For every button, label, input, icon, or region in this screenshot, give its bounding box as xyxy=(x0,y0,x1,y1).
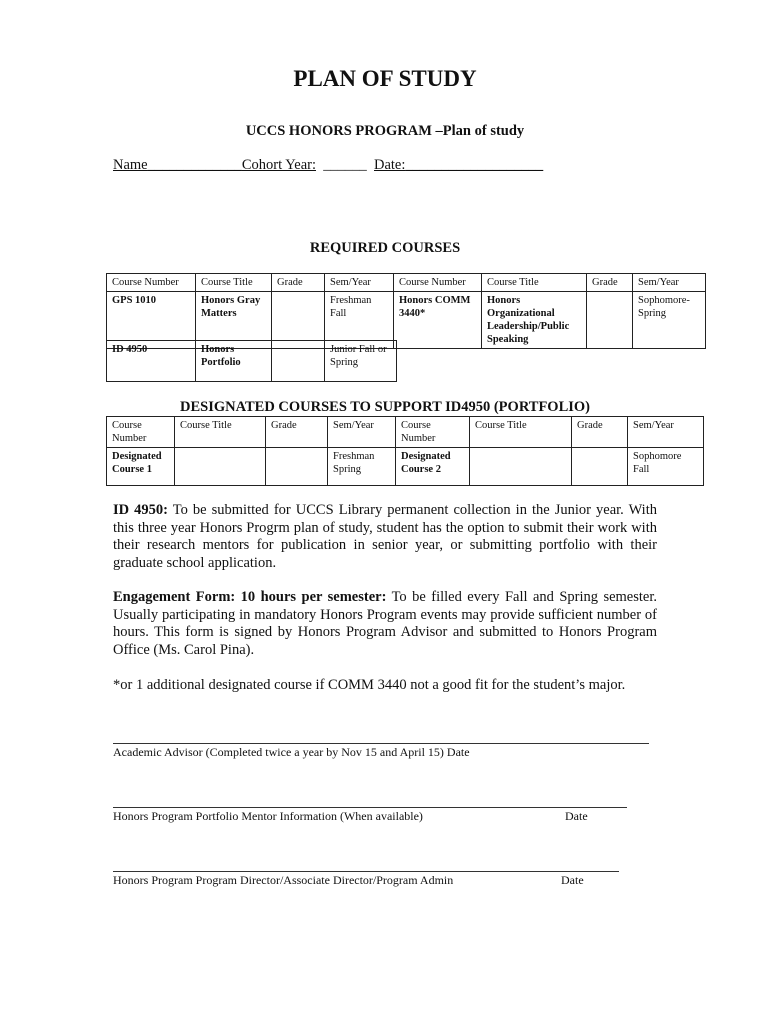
id4950-text: To be submitted for UCCS Library permanent collection in the Junior year. With this three year Honors Progrm plan of study, student has the option to submit their work with their research mentors for publication in senior year, or submitting portfolio with their graduate school application. xyxy=(113,502,657,571)
course-number-cell: GPS 1010 xyxy=(107,292,196,349)
name-field-label: Name xyxy=(113,157,148,173)
director-signature-line[interactable] xyxy=(113,871,619,872)
column-header: Course Number xyxy=(396,417,470,448)
column-header: Sem/Year xyxy=(328,417,396,448)
header-fields xyxy=(113,157,543,174)
column-header: Grade xyxy=(266,417,328,448)
column-header: Grade xyxy=(572,417,628,448)
director-date-label: Date xyxy=(561,873,584,887)
column-header: Grade xyxy=(587,274,633,292)
column-header: Sem/Year xyxy=(325,274,394,292)
id4950-label: ID 4950: xyxy=(113,502,168,518)
advisor-signature-line[interactable] xyxy=(113,743,649,744)
mentor-date-label: Date xyxy=(565,809,588,823)
required-courses-heading: REQUIRED COURSES xyxy=(309,240,461,256)
column-header: Course Title xyxy=(196,274,272,292)
mentor-signature-line[interactable] xyxy=(113,807,627,808)
column-header: Course Number xyxy=(107,417,175,448)
course-number-cell: Designated Course 2 xyxy=(396,448,470,486)
advisor-signature-label: Academic Advisor (Completed twice a year by Nov 15 and April 15) Date xyxy=(113,745,470,759)
sem-year-cell: Sophomore Fall xyxy=(628,448,704,486)
page-title: PLAN OF STUDY xyxy=(293,66,477,91)
engagement-text: To be filled every Fall and Spring semester. Usually participating in mandatory Honors Program events may provide sufficient number of hours. This form is signed by Honors Program Advisor and submitted to Honors Program Office (Ms. Carol Pina). xyxy=(113,589,657,658)
course-title-cell: Honors Portfolio xyxy=(196,341,272,382)
date-label: Date: xyxy=(374,157,406,173)
column-header: Sem/Year xyxy=(633,274,706,292)
engagement-paragraph xyxy=(113,589,657,659)
table-row xyxy=(107,448,704,486)
designated-courses-heading: DESIGNATED COURSES TO SUPPORT ID4950 (PORTFOLIO) xyxy=(179,399,591,415)
director-signature-label: Honors Program Program Director/Associate Director/Program Admin xyxy=(113,873,454,887)
id4950-paragraph xyxy=(113,502,657,572)
table-row xyxy=(107,341,397,382)
course-title-cell: Honors Organizational Leadership/Public Speaking xyxy=(482,292,587,349)
course-title-cell[interactable] xyxy=(175,448,266,486)
cohort-year-blank: ______ xyxy=(323,157,367,173)
sem-year-cell: Sophomore-Spring xyxy=(633,292,706,349)
sem-year-cell: Freshman Fall xyxy=(325,292,394,349)
column-header: Course Number xyxy=(394,274,482,292)
page-subtitle: UCCS HONORS PROGRAM –Plan of study xyxy=(245,123,525,139)
designated-courses-table xyxy=(106,416,704,486)
footnote: *or 1 additional designated course if COMM 3440 not a good fit for the student’s major. xyxy=(113,677,626,693)
course-number-cell: Designated Course 1 xyxy=(107,448,175,486)
sem-year-cell: Freshman Spring xyxy=(328,448,396,486)
course-title-cell: Honors Gray Matters xyxy=(196,292,272,349)
table-header-row xyxy=(107,417,704,448)
column-header: Sem/Year xyxy=(628,417,704,448)
column-header: Course Title xyxy=(175,417,266,448)
column-header: Grade xyxy=(272,274,325,292)
mentor-signature-label: Honors Program Portfolio Mentor Information (When available) xyxy=(113,809,423,823)
cohort-year-label: Cohort Year: xyxy=(241,157,316,173)
column-header: Course Number xyxy=(107,274,196,292)
required-courses-table-continued xyxy=(106,340,397,382)
name-field-blank: _____________ xyxy=(147,157,242,173)
grade-cell[interactable] xyxy=(272,341,325,382)
sem-year-cell: Junior Fall or Spring xyxy=(325,341,397,382)
column-header: Course Title xyxy=(482,274,587,292)
date-blank: ___________________ xyxy=(405,157,544,173)
engagement-label: Engagement Form: 10 hours per semester: xyxy=(113,589,387,605)
course-number-cell: Honors COMM 3440* xyxy=(394,292,482,349)
course-number-cell: ID 4950 xyxy=(107,341,196,382)
grade-cell[interactable] xyxy=(587,292,633,349)
course-title-cell[interactable] xyxy=(470,448,572,486)
table-header-row xyxy=(107,274,706,292)
column-header: Course Title xyxy=(470,417,572,448)
grade-cell[interactable] xyxy=(266,448,328,486)
grade-cell[interactable] xyxy=(572,448,628,486)
required-courses-table xyxy=(106,273,706,349)
